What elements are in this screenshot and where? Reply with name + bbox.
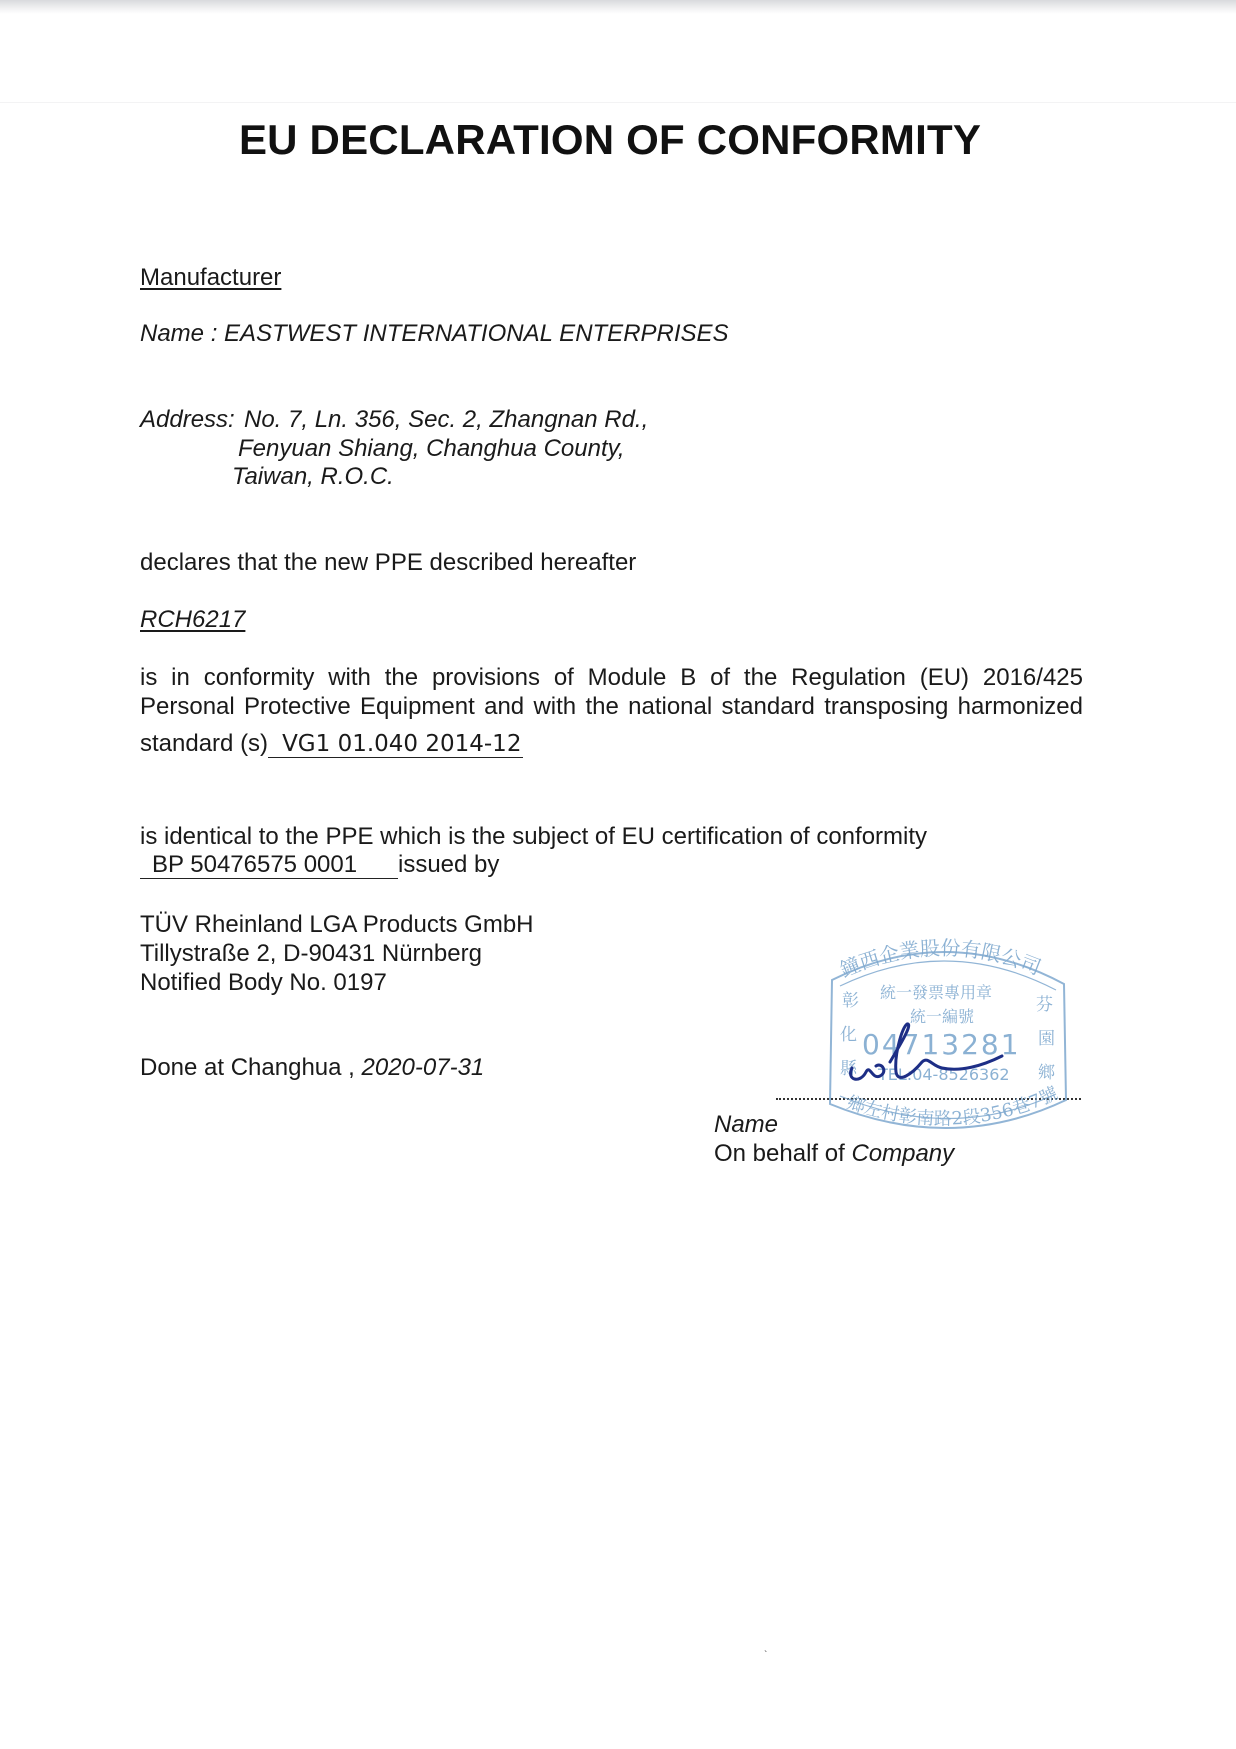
on-behalf-prefix: On behalf of [714, 1140, 845, 1167]
identical-line-1: is identical to the PPE which is the subject of EU certification of conformity [140, 823, 928, 850]
stamp-tel: TEL:04-8526362 [878, 1065, 1010, 1084]
stamp-top-arc: 鐘西企業股份有限公司 [836, 935, 1045, 982]
done-place: Done at Changhua , [140, 1054, 355, 1081]
standard-value: VG1 01.040 2014-12 [268, 731, 523, 758]
done-date: 2020-07-31 [361, 1054, 485, 1081]
identical-line-2 [140, 850, 499, 879]
stamp-right-char-2: 園 [1038, 1029, 1055, 1049]
manufacturer-heading: Manufacturer [140, 264, 282, 291]
stamp-line-1: 統一發票專用章 [880, 983, 993, 1002]
declares-text: declares that the new PPE described hereafter [140, 549, 637, 576]
address-line-3: Taiwan, R.O.C. [232, 463, 394, 490]
stamp-left-char-2: 化 [840, 1025, 857, 1045]
signature-name-label: Name [714, 1111, 779, 1138]
document-title: EU DECLARATION OF CONFORMITY [238, 116, 982, 163]
on-behalf-company: Company [851, 1140, 955, 1167]
signature-dotted-line [776, 1098, 1081, 1100]
on-behalf-line [714, 1139, 954, 1168]
product-model: RCH6217 [140, 606, 246, 633]
notified-body-name: TÜV Rheinland LGA Products GmbH [140, 911, 534, 938]
handwritten-signature [842, 1022, 1010, 1094]
stamp-left-char-3: 縣 [840, 1059, 857, 1079]
manufacturer-name: Name : EASTWEST INTERNATIONAL ENTERPRISES [140, 320, 729, 347]
scan-shadow [0, 0, 1236, 14]
conformity-line-2: Personal Protective Equipment and with the national standard transposing harmonized [140, 693, 1083, 720]
notified-body-address: Tillystraße 2, D-90431 Nürnberg [140, 940, 482, 967]
stamp-number: 04713281 [862, 1028, 1021, 1061]
notified-body-number: Notified Body No. 0197 [140, 969, 387, 996]
conformity-line-3 [140, 729, 523, 758]
standard-prefix: standard (s) [140, 730, 269, 757]
address-line-2: Fenyuan Shiang, Changhua County, [238, 435, 625, 462]
address-label: Address: [140, 406, 235, 433]
scan-edge-line [0, 102, 1236, 103]
company-seal-stamp [818, 928, 1076, 1152]
stamp-right-char-3: 鄉 [1038, 1063, 1055, 1083]
svg-text:鐘西企業股份有限公司 [836, 936, 1044, 982]
stamp-left-char-1: 彰 [842, 991, 859, 1011]
issued-by-text: issued by [398, 851, 500, 878]
address-line-1: No. 7, Ln. 356, Sec. 2, Zhangnan Rd., [244, 406, 649, 433]
stamp-bottom-arc: 鄉左村彰南路2段356巷7號 [844, 1083, 1062, 1130]
stamp-right-char-1: 芬 [1036, 995, 1053, 1015]
conformity-line-1: is in conformity with the provisions of Module B of the Regulation (EU) 2016/425 [140, 664, 1083, 691]
scan-speck: ` [764, 1650, 768, 1661]
done-line [140, 1053, 484, 1082]
svg-text:鄉左村彰南路2段356巷7號 [844, 1083, 1061, 1129]
certificate-number: BP 50476575 0001 [140, 852, 398, 879]
stamp-line-2: 統一編號 [910, 1007, 975, 1026]
